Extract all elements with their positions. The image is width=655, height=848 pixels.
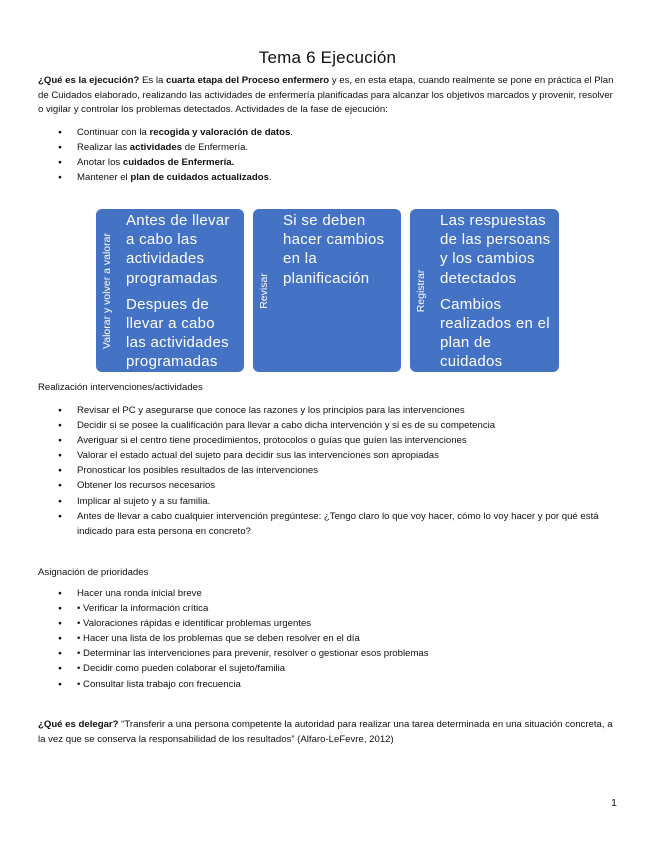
item-bold: actividades <box>129 142 183 154</box>
panel-text <box>283 211 395 288</box>
interventions-list <box>58 403 623 539</box>
list-item: ● • Verificar la información crítica <box>58 601 618 616</box>
panel-side-label <box>410 209 432 372</box>
intro-paragraph <box>38 74 620 118</box>
interventions-heading: Realización intervenciones/actividades <box>38 382 203 393</box>
list-item: ● Decidir si se posee la cualificación para llevar a cabo dicha intervención y si es de su competencia <box>58 418 623 433</box>
list-item: ● • Consultar lista trabajo con frecuencia <box>58 677 618 692</box>
panel-text-1: Si se deben hacer cambios en la planificación <box>283 212 385 287</box>
process-diagram <box>96 209 560 374</box>
panel-label-text: Valorar y volver a valorar <box>101 232 113 349</box>
item-text: . <box>268 172 272 184</box>
panel-text-1: Las respuestas de las persoans y los cambios detectados <box>440 212 551 287</box>
list-item: ● • Determinar las intervenciones para prevenir, resolver o gestionar esos problemas <box>58 646 618 661</box>
list-item: ● Obtener los recursos necesarios <box>58 478 623 493</box>
panel-side-label <box>253 209 275 372</box>
list-item: ● Valorar el estado actual del sujeto para decidir sus las intervenciones son apropiadas <box>58 448 623 463</box>
panel-label-text: Revisar <box>258 272 270 309</box>
priorities-list <box>58 586 618 692</box>
page-number: 1 <box>611 797 617 809</box>
panel-text <box>126 211 238 372</box>
item-text: de Enfermería. <box>182 142 249 154</box>
diagram-panel-registrar <box>410 209 559 372</box>
list-item <box>58 125 618 140</box>
list-item: ● Hacer una ronda inicial breve <box>58 586 618 601</box>
priorities-heading: Asignación de prioridades <box>38 567 149 578</box>
list-item <box>58 155 618 170</box>
intro-question: ¿Qué es la ejecución? <box>38 75 140 86</box>
delegate-question: ¿Qué es delegar? <box>38 719 119 730</box>
panel-text-2: Despues de llevar a cabo las actividades programadas <box>126 295 229 371</box>
panel-text <box>440 211 553 372</box>
item-text: Mantener el <box>77 172 131 184</box>
diagram-panel-revisar <box>253 209 401 372</box>
intro-text-1: Es la <box>139 75 166 86</box>
item-text: . <box>290 127 293 138</box>
delegate-text: “Transferir a una persona competente la autoridad para realizar una tarea determinada en una situación concreta, a la vez que se conserva la responsabilidad de los resultados” (Alfaro-LeFevre, 2012) <box>38 719 613 745</box>
list-item: ● Averiguar si el centro tiene procedimientos, protocolos o guías que guíen las intervenciones <box>58 433 623 448</box>
intro-text-2: y es, en esta etapa, cuando realmente se pone en práctica el Plan de Cuidados elaborado, realizando las actividades de enfermería planificadas para alcanzar los objetivos marcados y provenir, resolver o vigilar y controlar los problemas detectados. Actividades de la fase de ejecución: <box>38 75 614 116</box>
item-text: Anotar los <box>77 157 123 169</box>
intro-bold: cuarta etapa del Proceso enfermero <box>165 75 330 86</box>
list-item: ● Revisar el PC y asegurarse que conoce las razones y los principios para las intervenciones <box>58 403 623 418</box>
list-item <box>58 170 618 185</box>
panel-text-1: Antes de llevar a cabo las actividades programadas <box>126 212 230 287</box>
list-item: ● Pronosticar los posibles resultados de las intervenciones <box>58 463 623 478</box>
list-item: ● • Decidir como pueden colaborar el sujeto/familia <box>58 661 618 676</box>
list-item: ● • Hacer una lista de los problemas que se deben resolver en el día <box>58 631 618 646</box>
page-title: Tema 6 Ejecución <box>258 48 397 67</box>
list-item <box>58 140 618 155</box>
item-text: Realizar las <box>77 142 130 154</box>
list-item: ● Implicar al sujeto y a su familia. <box>58 494 623 509</box>
list-item: ● Antes de llevar a cabo cualquier intervención pregúntese: ¿Tengo claro lo que voy hacer, cómo lo voy hacer y por qué está indicado para esta persona en concreto? <box>58 509 623 539</box>
diagram-panel-valorar <box>96 209 244 372</box>
panel-text-2: Cambios realizados en el plan de cuidados <box>440 295 550 371</box>
panel-side-label <box>96 209 118 372</box>
list-item: ● • Valoraciones rápidas e identificar problemas urgentes <box>58 616 618 631</box>
panel-label-text: Registrar <box>415 269 427 312</box>
item-bold: plan de cuidados actualizados <box>130 172 269 184</box>
item-bold: recogida y valoración de datos <box>149 127 291 138</box>
phase-activities-list <box>58 125 618 185</box>
item-bold: cuidados de Enfermería. <box>122 157 235 169</box>
delegate-paragraph <box>38 718 620 747</box>
item-text: Continuar con la <box>77 127 150 138</box>
